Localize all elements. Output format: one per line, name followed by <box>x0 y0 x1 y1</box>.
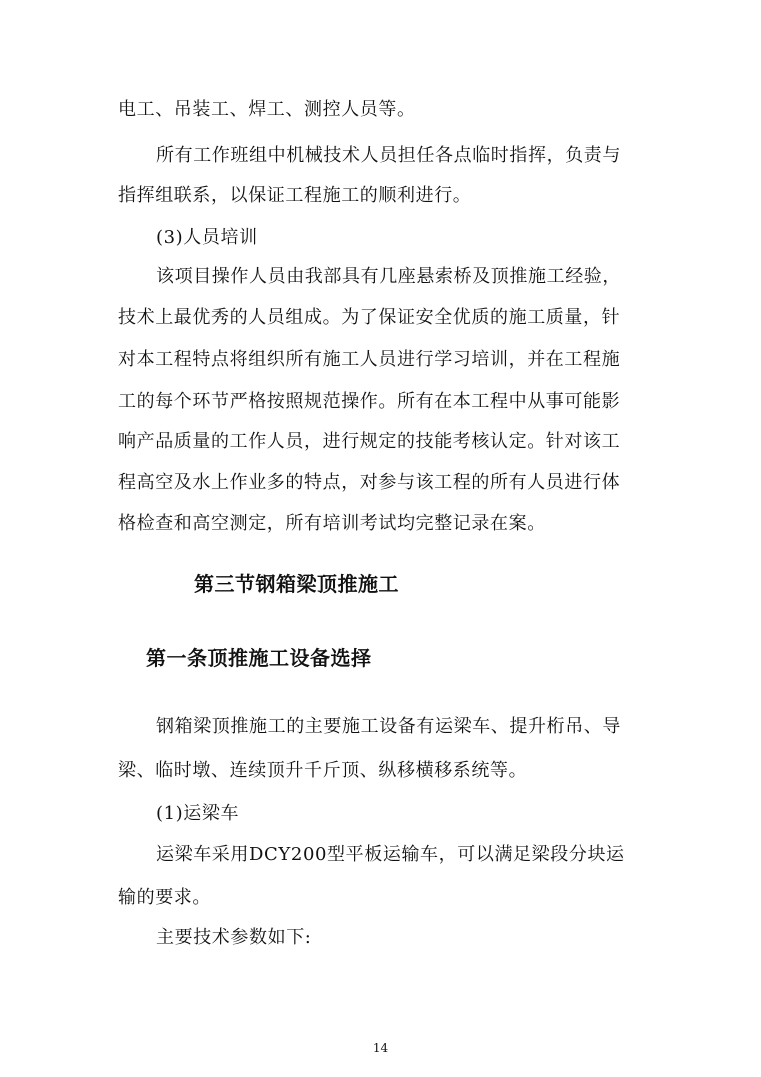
paragraph-line: 指挥组联系，以保证工程施工的顺利进行。 <box>118 185 472 206</box>
paragraph-line: 所有工作班组中机械技术人员担任各点临时指挥，负责与 <box>156 145 621 166</box>
paragraph-line: 技术上最优秀的人员组成。为了保证安全优质的施工质量，针 <box>118 307 621 328</box>
article-title: 第一条顶推施工设备选择 <box>146 646 372 670</box>
paragraph-line: 梁、临时墩、连续顶升千斤顶、纵移横移系统等。 <box>118 760 528 781</box>
paragraph-line: 工的每个环节严格按照规范操作。所有在本工程中从事可能影 <box>118 391 621 412</box>
paragraph-line: 对本工程特点将组织所有施工人员进行学习培训，并在工程施 <box>118 349 621 370</box>
paragraph-line: 运梁车采用DCY200型平板运输车，可以满足梁段分块运 <box>156 844 625 865</box>
paragraph-line: 主要技术参数如下: <box>156 927 312 948</box>
section-title: 第三节钢箱梁顶推施工 <box>194 572 399 596</box>
page-number: 14 <box>372 1041 389 1055</box>
paragraph-line: 响产品质量的工作人员，进行规定的技能考核认定。针对该工 <box>118 431 621 452</box>
subsection-label: (1)运梁车 <box>156 803 240 824</box>
paragraph-line: 该项目操作人员由我部具有几座悬索桥及顶推施工经验， <box>156 266 621 287</box>
paragraph-line: 输的要求。 <box>118 887 211 908</box>
subsection-label: (3)人员培训 <box>156 227 258 248</box>
paragraph-line: 程高空及水上作业多的特点，对参与该工程的所有人员进行体 <box>118 472 621 493</box>
paragraph-line: 格检查和高空测定，所有培训考试均完整记录在案。 <box>118 513 546 534</box>
paragraph-line: 钢箱梁顶推施工的主要施工设备有运梁车、提升桁吊、导 <box>156 716 621 737</box>
paragraph-line: 电工、吊装工、焊工、测控人员等。 <box>118 99 416 120</box>
